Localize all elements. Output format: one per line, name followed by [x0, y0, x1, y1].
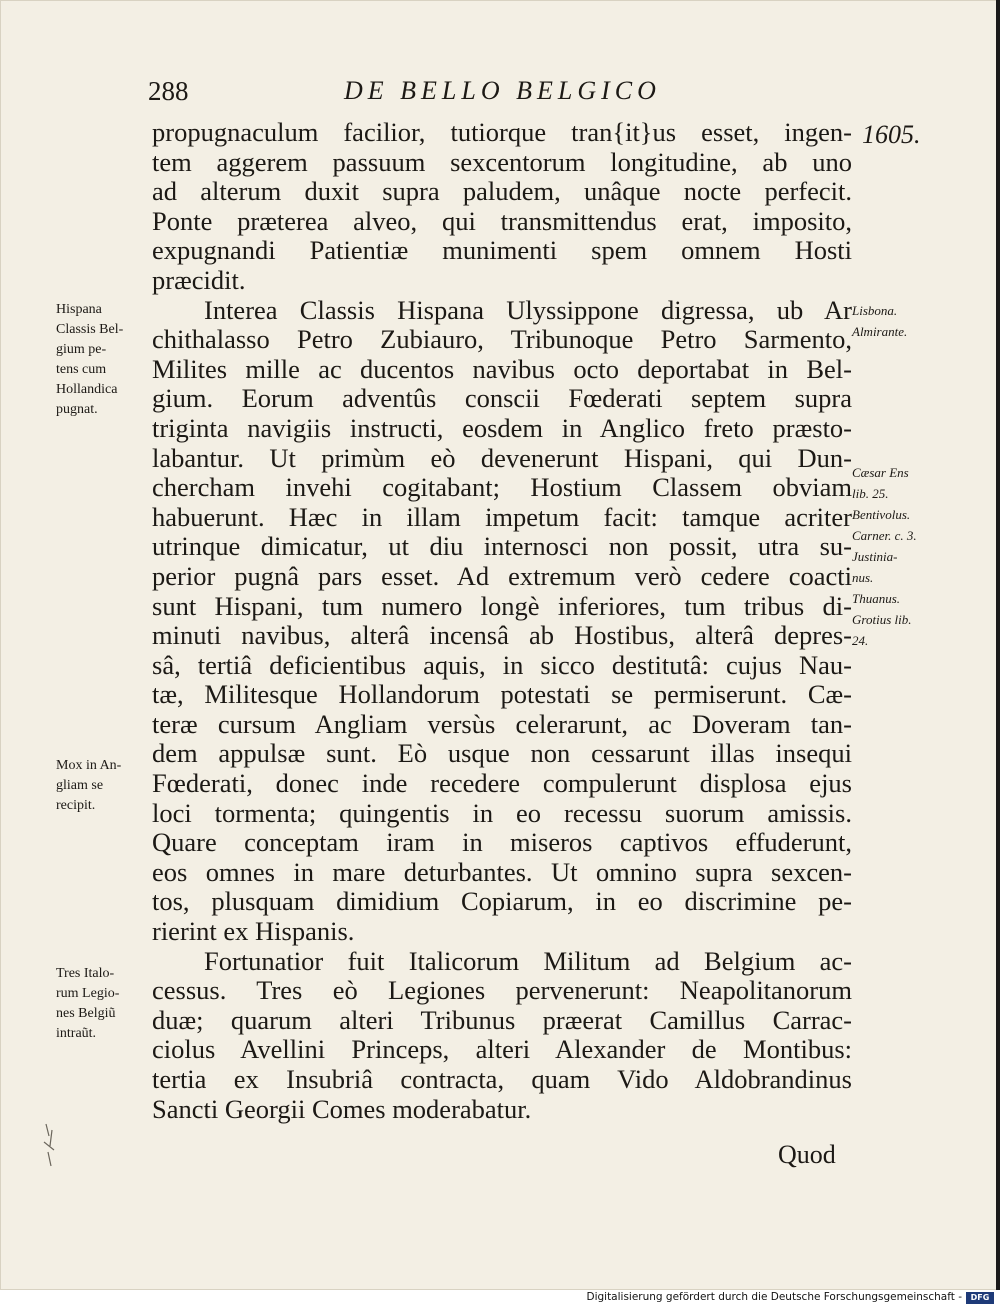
note-line: pugnat.: [56, 402, 98, 417]
note-line: tens cum: [56, 362, 107, 377]
note-line: nes Belgiũ: [56, 1006, 116, 1021]
text-line: tertia ex Insubriâ contracta, quam Vido Aldobrandinus: [152, 1065, 852, 1094]
text-line: ciolus Avellini Princeps, alteri Alexander de Montibus:: [152, 1035, 852, 1065]
note-line: recipit.: [56, 798, 96, 813]
paragraph-first-line: Interea Classis Hispana Ulyssippone digressa, ub Ar: [204, 295, 852, 325]
text-line: chithalasso Petro Zubiauro, Tribunoque Petro Sarmento,: [152, 325, 852, 355]
note-line: lib. 25.: [852, 486, 889, 501]
text-line: Milites mille ac ducentos navibus octo deportabat in Bel-: [152, 354, 852, 384]
note-line: Bentivolus.: [852, 507, 911, 522]
text-line: loci tormenta; quingentis in eo recessu suorum amissis.: [152, 798, 852, 828]
note-line: Grotius lib.: [852, 612, 912, 627]
note-line: Lisbona.: [852, 303, 898, 318]
note-line: Tres Italo-: [56, 966, 115, 981]
margin-note-right: [852, 300, 962, 342]
running-title: DE BELLO BELGICO: [344, 76, 661, 105]
text-line: expugnandi Patientiæ munimenti spem omnem Hosti: [152, 236, 852, 266]
catchword: Quod: [778, 1140, 836, 1169]
note-line: Mox in An-: [56, 758, 122, 773]
ink-smudge: [40, 1120, 62, 1170]
text-line: rierint ex Hispanis.: [152, 916, 355, 947]
margin-note-left: [56, 964, 154, 1044]
footer-credit: Digitalisierung gefördert durch die Deutsche Forschungsgemeinschaft -: [586, 1291, 962, 1303]
note-line: nus.: [852, 570, 874, 585]
note-line: Justinia-: [852, 549, 898, 564]
text-line: perior pugnâ pars esset. Ad extremum verò cedere coacti: [152, 561, 852, 591]
note-line: intraũt.: [56, 1026, 97, 1041]
margin-note-left: [56, 300, 154, 420]
text-line: triginta navigiis instructi, eosdem in Anglico freto præsto-: [152, 413, 852, 443]
text-line: teræ cursum Angliam versùs celerarunt, ac Doveram tan-: [152, 709, 852, 739]
note-line: Classis Bel-: [56, 322, 124, 337]
text-line: chercham invehi cogitabant; Hostium Classem obviam: [152, 473, 852, 503]
text-line: sunt Hispani, tum numero longè inferiores, tum tribus di-: [152, 591, 852, 621]
text-line: tem aggerem passuum sexcentorum longitudine, ab uno: [152, 147, 852, 177]
note-line: Hollandica: [56, 382, 118, 397]
text-line: gium. Eorum adventûs conscii Fœderati septem supra: [152, 384, 852, 414]
paragraph-first-line: Fortunatior fuit Italicorum Militum ad Belgium ac-: [204, 946, 852, 976]
text-line: Ponte præterea alveo, qui transmittendus erat, imposito,: [152, 206, 852, 236]
text-line: sâ, tertiâ deficientibus aquis, in sicco destitutâ: cujus Nau-: [152, 650, 852, 680]
footer-bar: [0, 1290, 1000, 1307]
note-line: Cæsar Ens: [852, 465, 909, 480]
text-line: præcidit.: [152, 264, 246, 295]
dfg-logo: DFG: [966, 1292, 994, 1304]
text-line: tos, plusquam dimidium Copiarum, in eo discrimine pe-: [152, 887, 852, 917]
text-line: dem appulsæ sunt. Eò usque non cessarunt illas insequi: [152, 739, 852, 769]
text-line: ad alterum duxit supra paludem, unâque nocte perfecit.: [152, 177, 852, 207]
text-line: cessus. Tres eò Legiones pervenerunt: Neapolitanorum: [152, 976, 852, 1006]
margin-year: 1605.: [862, 120, 921, 149]
note-line: gliam se: [56, 778, 104, 793]
note-line: rum Legio-: [56, 986, 120, 1001]
note-line: Thuanus.: [852, 591, 901, 606]
page-number: 288: [148, 76, 189, 106]
margin-note-right: [852, 462, 962, 651]
text-line: eos omnes in mare deturbantes. Ut omnino supra sexcen-: [152, 857, 852, 887]
text-line: Quare conceptam iram in miseros captivos effuderunt,: [152, 828, 852, 858]
text-line: minuti navibus, alterâ incensâ ab Hostibus, alterâ depres-: [152, 621, 852, 651]
text-line: utrinque dimicatur, ut diu internosci non possit, utra su-: [152, 532, 852, 562]
body-text: [152, 118, 852, 1124]
text-line: habuerunt. Hæc in illam impetum facit: tamque acriter: [152, 502, 852, 532]
text-line: Sancti Georgii Comes moderabatur.: [152, 1093, 532, 1124]
text-line: labantur. Ut primùm eò devenerunt Hispani, qui Dun-: [152, 443, 852, 473]
note-line: Almirante.: [852, 324, 908, 339]
note-line: Hispana: [56, 302, 102, 317]
page-edge: [996, 0, 1000, 1290]
note-line: 24.: [852, 633, 869, 648]
text-line: tæ, Militesque Hollandorum potestati se permiserunt. Cæ-: [152, 680, 852, 710]
running-head: [148, 76, 668, 110]
text-line: propugnaculum facilior, tutiorque tran{it}us esset, ingen-: [152, 118, 852, 147]
text-line: Fœderati, donec inde recedere compulerunt displosa ejus: [152, 769, 852, 799]
text-line: duæ; quarum alteri Tribunus præerat Camillus Carrac-: [152, 1005, 852, 1035]
note-line: Carner. c. 3.: [852, 528, 917, 543]
note-line: gium pe-: [56, 342, 107, 357]
margin-note-left: [56, 756, 154, 816]
